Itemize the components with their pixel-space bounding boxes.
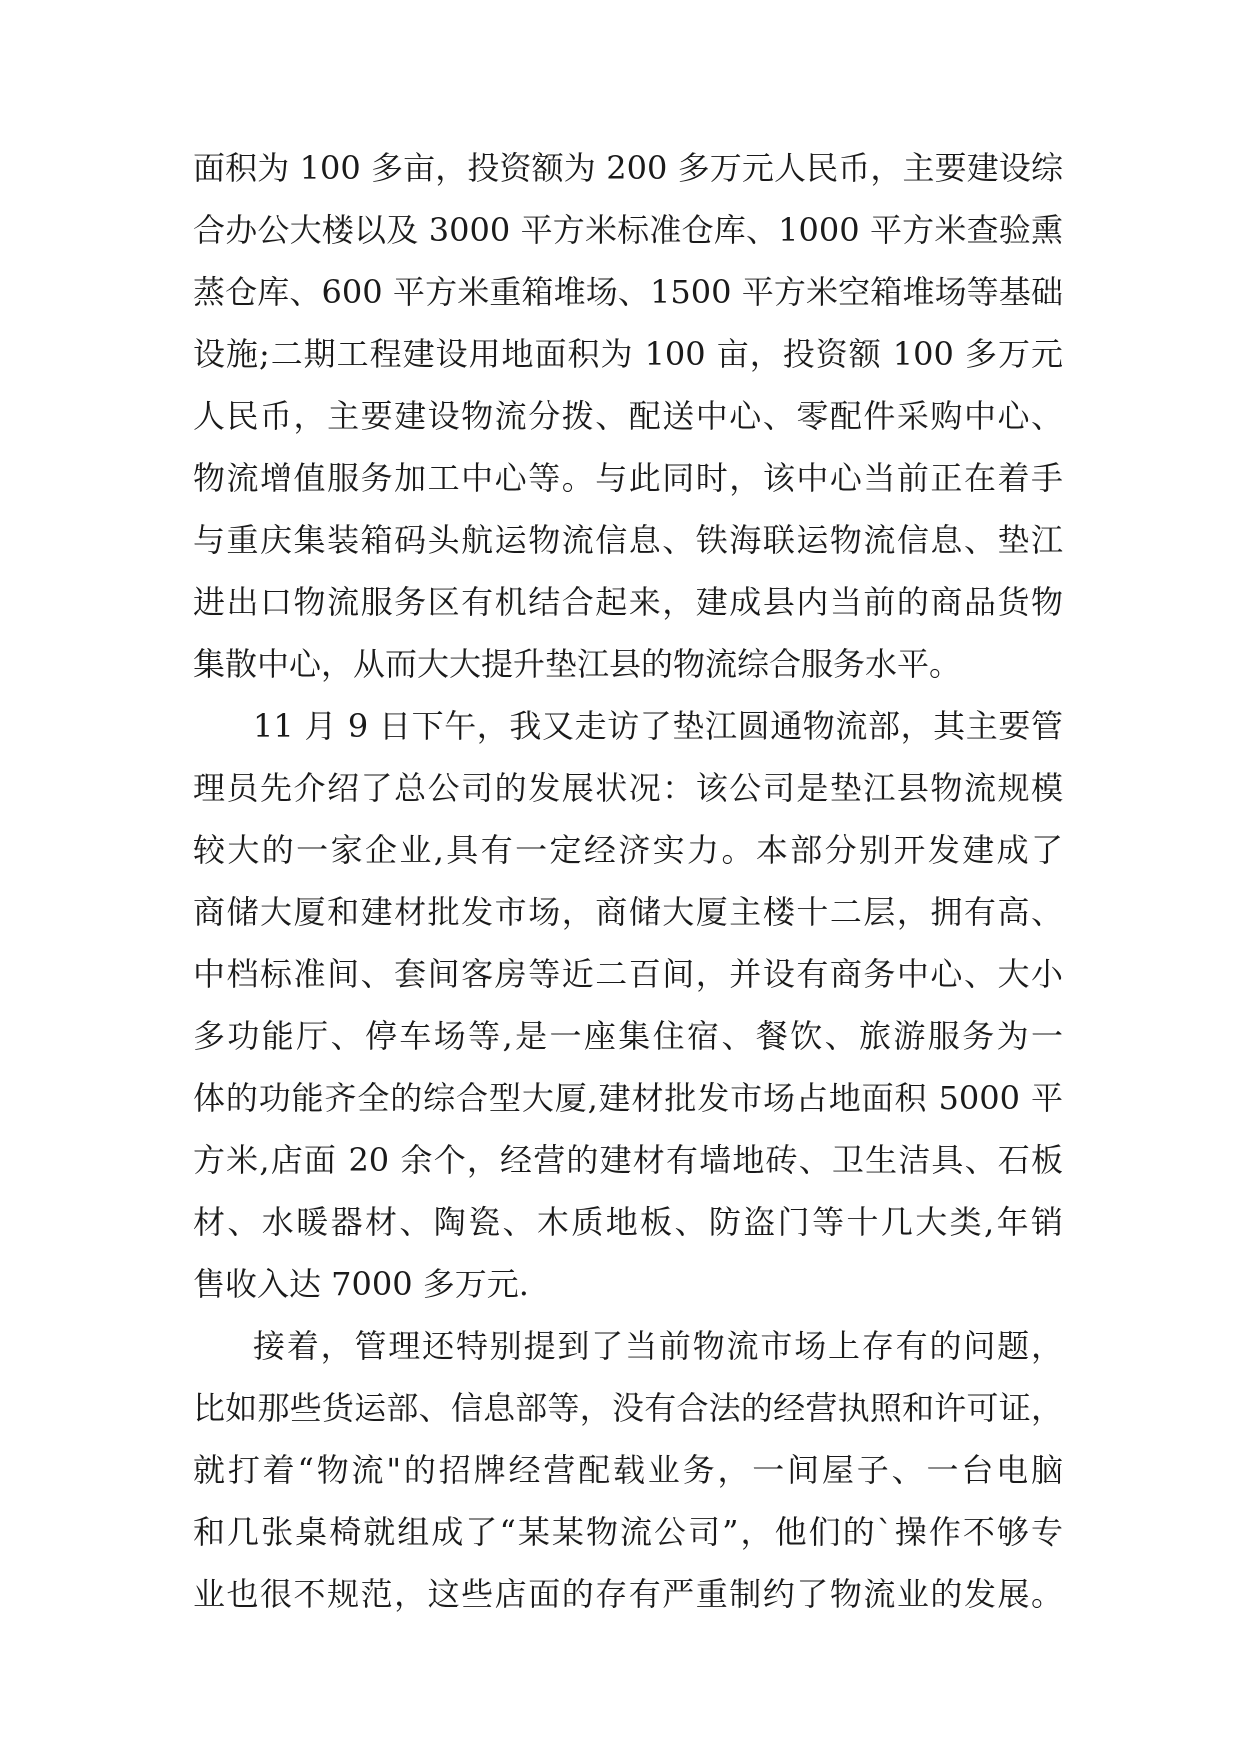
text-line: 蒸仓库、600 平方米重箱堆场、1500 平方米空箱堆场等基础: [193, 273, 1063, 311]
text-line: 中档标准间、套间客房等近二百间，并设有商务中心、大小: [193, 955, 1063, 993]
text-line: 接着，管理还特别提到了当前物流市场上存有的问题，: [253, 1327, 1063, 1365]
text-line: 11 月 9 日下午，我又走访了垫江圆通物流部，其主要管: [253, 707, 1063, 745]
text-line: 理员先介绍了总公司的发展状况：该公司是垫江县物流规模: [193, 769, 1063, 807]
text-line: 体的功能齐全的综合型大厦,建材批发市场占地面积 5000 平: [193, 1079, 1063, 1117]
text-line: 业也很不规范，这些店面的存有严重制约了物流业的发展。: [193, 1575, 1063, 1613]
text-line: 人民币，主要建设物流分拨、配送中心、零配件采购中心、: [193, 397, 1063, 435]
text-line: 商储大厦和建材批发市场，商储大厦主楼十二层，拥有高、: [193, 893, 1063, 931]
text-line: 售收入达 7000 多万元.: [193, 1265, 529, 1303]
text-line: 就打着“物流"的招牌经营配载业务，一间屋子、一台电脑: [193, 1451, 1063, 1489]
text-line: 设施;二期工程建设用地面积为 100 亩，投资额 100 多万元: [193, 335, 1063, 373]
text-line: 面积为 100 多亩，投资额为 200 多万元人民币，主要建设综: [193, 149, 1063, 187]
text-line: 与重庆集装箱码头航运物流信息、铁海联运物流信息、垫江: [193, 521, 1063, 559]
text-line: 物流增值服务加工中心等。与此同时，该中心当前正在着手: [193, 459, 1063, 497]
text-line: 材、水暖器材、陶瓷、木质地板、防盗门等十几大类,年销: [193, 1203, 1063, 1241]
text-line: 合办公大楼以及 3000 平方米标准仓库、1000 平方米查验熏: [193, 211, 1063, 249]
text-line: 集散中心，从而大大提升垫江县的物流综合服务水平。: [193, 645, 962, 683]
text-line: 进出口物流服务区有机结合起来，建成县内当前的商品货物: [193, 583, 1063, 621]
text-line: 方米,店面 20 余个，经营的建材有墙地砖、卫生洁具、石板: [193, 1141, 1063, 1179]
text-line: 多功能厅、停车场等,是一座集住宿、餐饮、旅游服务为一: [193, 1017, 1063, 1055]
text-line: 和几张桌椅就组成了“某某物流公司”，他们的`操作不够专: [193, 1513, 1063, 1551]
text-line: 较大的一家企业,具有一定经济实力。本部分别开发建成了: [193, 831, 1063, 869]
text-line: 比如那些货运部、信息部等，没有合法的经营执照和许可证，: [193, 1389, 1063, 1427]
